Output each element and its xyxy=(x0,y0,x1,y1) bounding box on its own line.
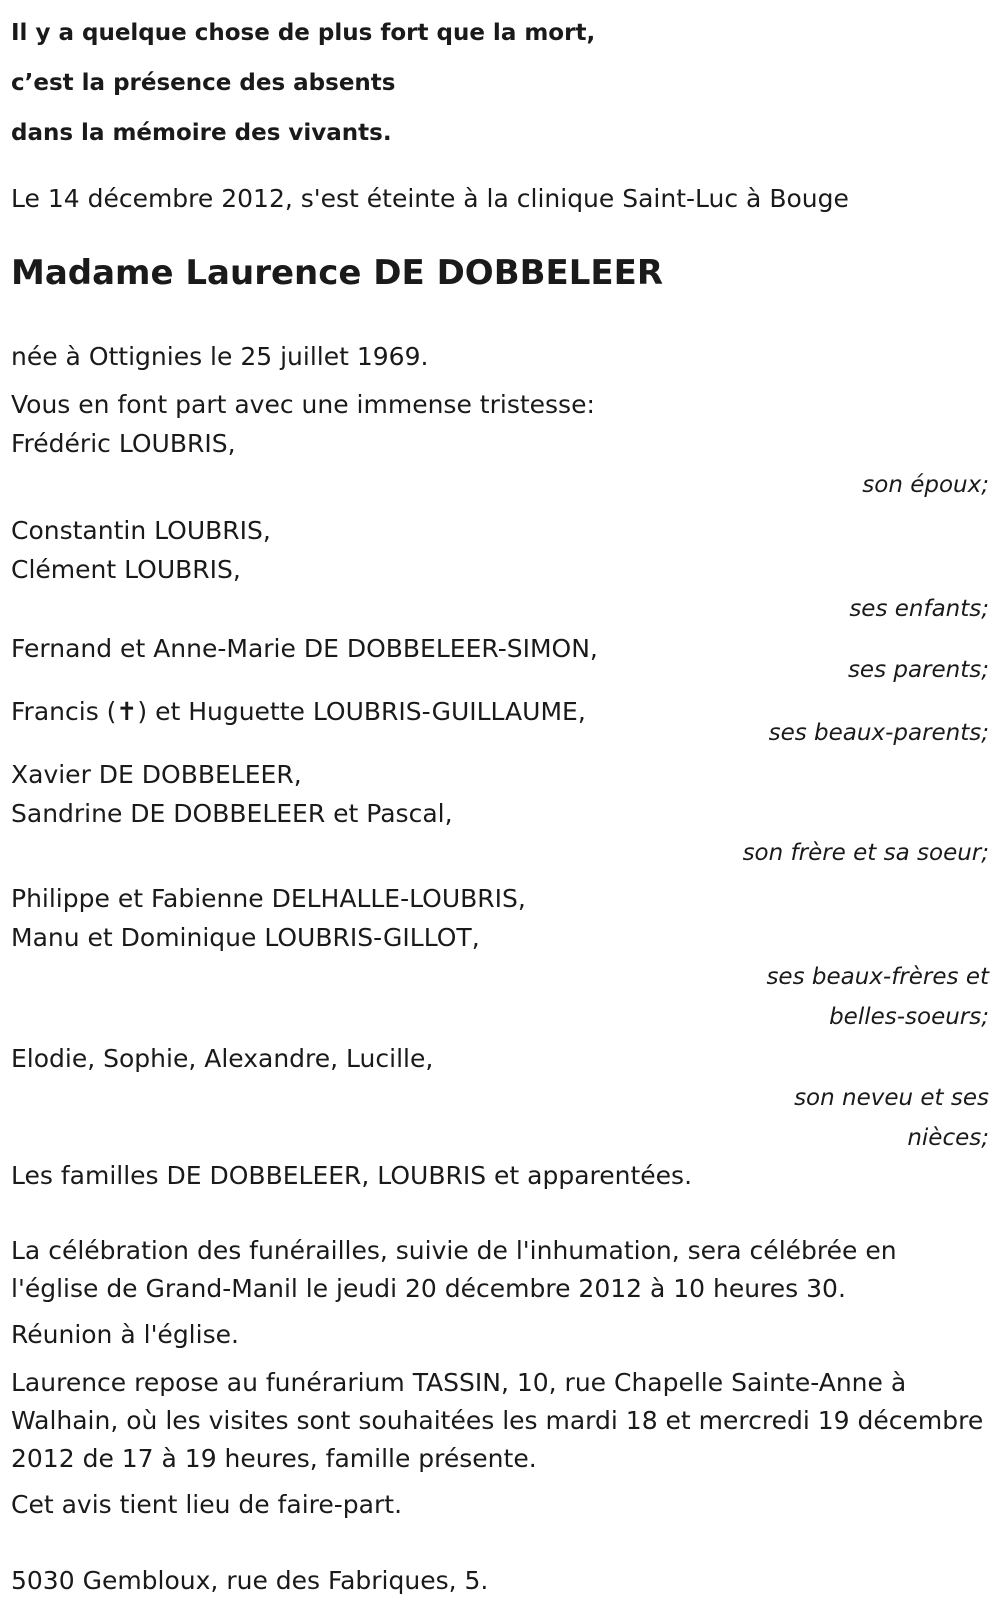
family-relation: ses beaux-parents; xyxy=(768,720,989,746)
family-member-name: Constantin LOUBRIS, xyxy=(11,516,271,545)
family-group-spouse xyxy=(11,424,989,505)
family-relation: ses beaux-frères et belles-soeurs; xyxy=(766,964,989,1030)
epigraph-quote xyxy=(11,0,989,158)
family-member-name: Clément LOUBRIS, xyxy=(11,555,241,584)
funeral-home-visits: Laurence repose au funérarium TASSIN, 10, rue Chapelle Sainte-Anne à Walhain, où les visites sont souhaitées les mardi 18 et mercredi 19 décembre 2012 de 17 à 19 heures, famille présente. xyxy=(11,1368,984,1473)
family-group-parents xyxy=(11,629,989,690)
family-relation: ses enfants; xyxy=(849,596,989,622)
family-member-name: Xavier DE DOBBELEER, xyxy=(11,760,302,789)
family-relation: son époux; xyxy=(862,472,989,498)
family-group-children xyxy=(11,511,989,629)
family-relation: ses parents; xyxy=(847,657,989,683)
quote-line: dans la mémoire des vivants. xyxy=(11,120,392,146)
birth-info: née à Ottignies le 25 juillet 1969. xyxy=(11,342,429,371)
quote-line: c’est la présence des absents xyxy=(11,70,396,96)
announce-line: Vous en font part avec une immense tristesse: xyxy=(11,390,595,419)
reunion-note: Réunion à l'église. xyxy=(11,1320,239,1349)
funeral-celebration: La célébration des funérailles, suivie de l'inhumation, sera célébrée en l'église de Grand-Manil le jeudi 20 décembre 2012 à 10 heures 30. xyxy=(11,1236,897,1303)
family-member-name: Philippe et Fabienne DELHALLE-LOUBRIS, xyxy=(11,884,526,913)
family-member-name: Fernand et Anne-Marie DE DOBBELEER-SIMON, xyxy=(11,634,598,663)
family-relation: son neveu et ses nièces; xyxy=(794,1085,989,1151)
families-line: Les familles DE DOBBELEER, LOUBRIS et apparentées. xyxy=(11,1161,693,1190)
family-member-name: Elodie, Sophie, Alexandre, Lucille, xyxy=(11,1044,434,1073)
family-group-parents-in-law xyxy=(11,692,989,753)
deceased-name: Madame Laurence DE DOBBELEER xyxy=(11,253,664,293)
family-member-name: Frédéric LOUBRIS, xyxy=(11,429,236,458)
family-member-name: Francis (✝) et Huguette LOUBRIS-GUILLAUME, xyxy=(11,697,586,726)
obituary-notice xyxy=(11,0,989,1600)
family-member-name: Sandrine DE DOBBELEER et Pascal, xyxy=(11,799,453,828)
family-relation: son frère et sa soeur; xyxy=(742,840,989,866)
family-address: 5030 Gembloux, rue des Fabriques, 5. xyxy=(11,1566,489,1595)
death-announcement: Le 14 décembre 2012, s'est éteinte à la clinique Saint-Luc à Bouge xyxy=(11,184,849,213)
family-group-siblings-in-law xyxy=(11,879,989,1037)
family-group-nephews-nieces xyxy=(11,1039,989,1158)
family-member-name: Manu et Dominique LOUBRIS-GILLOT, xyxy=(11,923,480,952)
quote-line: Il y a quelque chose de plus fort que la mort, xyxy=(11,20,596,46)
notice-remark: Cet avis tient lieu de faire-part. xyxy=(11,1490,403,1519)
family-group-siblings xyxy=(11,755,989,873)
